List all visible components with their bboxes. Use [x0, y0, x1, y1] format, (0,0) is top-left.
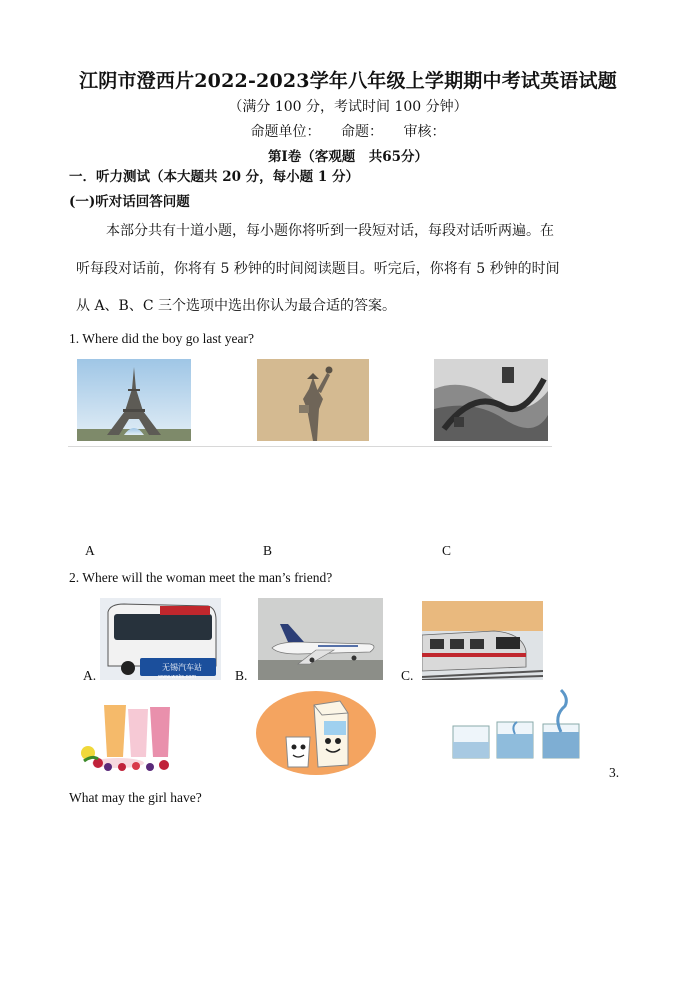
section-heading-listening: 一．听力测试（本大题共 20 分，每小题 1 分）: [69, 169, 359, 185]
subsection-heading: (一)听对话回答问题: [69, 194, 190, 210]
milk-icon: [256, 691, 376, 775]
q2-option-b: B.: [235, 668, 248, 683]
divider: [68, 446, 552, 447]
bus-sign-text: 无锡汽车站: [162, 663, 202, 672]
eiffel-tower-icon: [77, 359, 191, 441]
author-label: 命题：: [341, 124, 383, 140]
question-1: 1. Where did the boy go last year?: [69, 331, 254, 346]
exam-title: 江阴市澄西片2022-2023学年八年级上学期期中考试英语试题: [79, 70, 617, 92]
great-wall-icon: [434, 359, 548, 441]
instruction-line-2: 听每段对话前，你将有 5 秒钟的时间阅读题目。听完后，你将有 5 秒钟的时间: [76, 261, 560, 277]
q1-option-b: B: [263, 543, 273, 558]
train-icon: [422, 601, 543, 680]
statue-of-liberty-icon: [257, 359, 369, 441]
q2-option-c: C.: [401, 668, 414, 683]
juice-icon: [78, 691, 186, 773]
q1-option-a: A: [85, 543, 95, 558]
question-2: 2. Where will the woman meet the man’s friend?: [69, 570, 333, 585]
question-3-number: 3.: [609, 765, 620, 780]
bus-icon: [100, 598, 221, 680]
bus-sign-url: www.wxks.com: [158, 674, 197, 680]
q1-option-c: C: [442, 543, 452, 558]
volume-title: 第Ⅰ卷（客观题 共65分）: [267, 149, 429, 165]
q2-option-a: A.: [83, 668, 97, 683]
exam-subtitle: （满分 100 分，考试时间 100 分钟）: [228, 99, 468, 115]
airplane-icon: [258, 598, 383, 680]
question-3: What may the girl have?: [69, 790, 202, 805]
exam-credits: [0, 121, 696, 141]
review-label: 审核：: [403, 124, 446, 140]
instruction-line-1: 本部分共有十道小题，每小题你将听到一段短对话，每段对话听两遍。在: [106, 223, 554, 239]
water-icon: [449, 688, 585, 762]
unit-label: 命题单位：: [250, 124, 321, 140]
instruction-line-3: 从 A、B、C 三个选项中选出你认为最合适的答案。: [76, 298, 397, 314]
